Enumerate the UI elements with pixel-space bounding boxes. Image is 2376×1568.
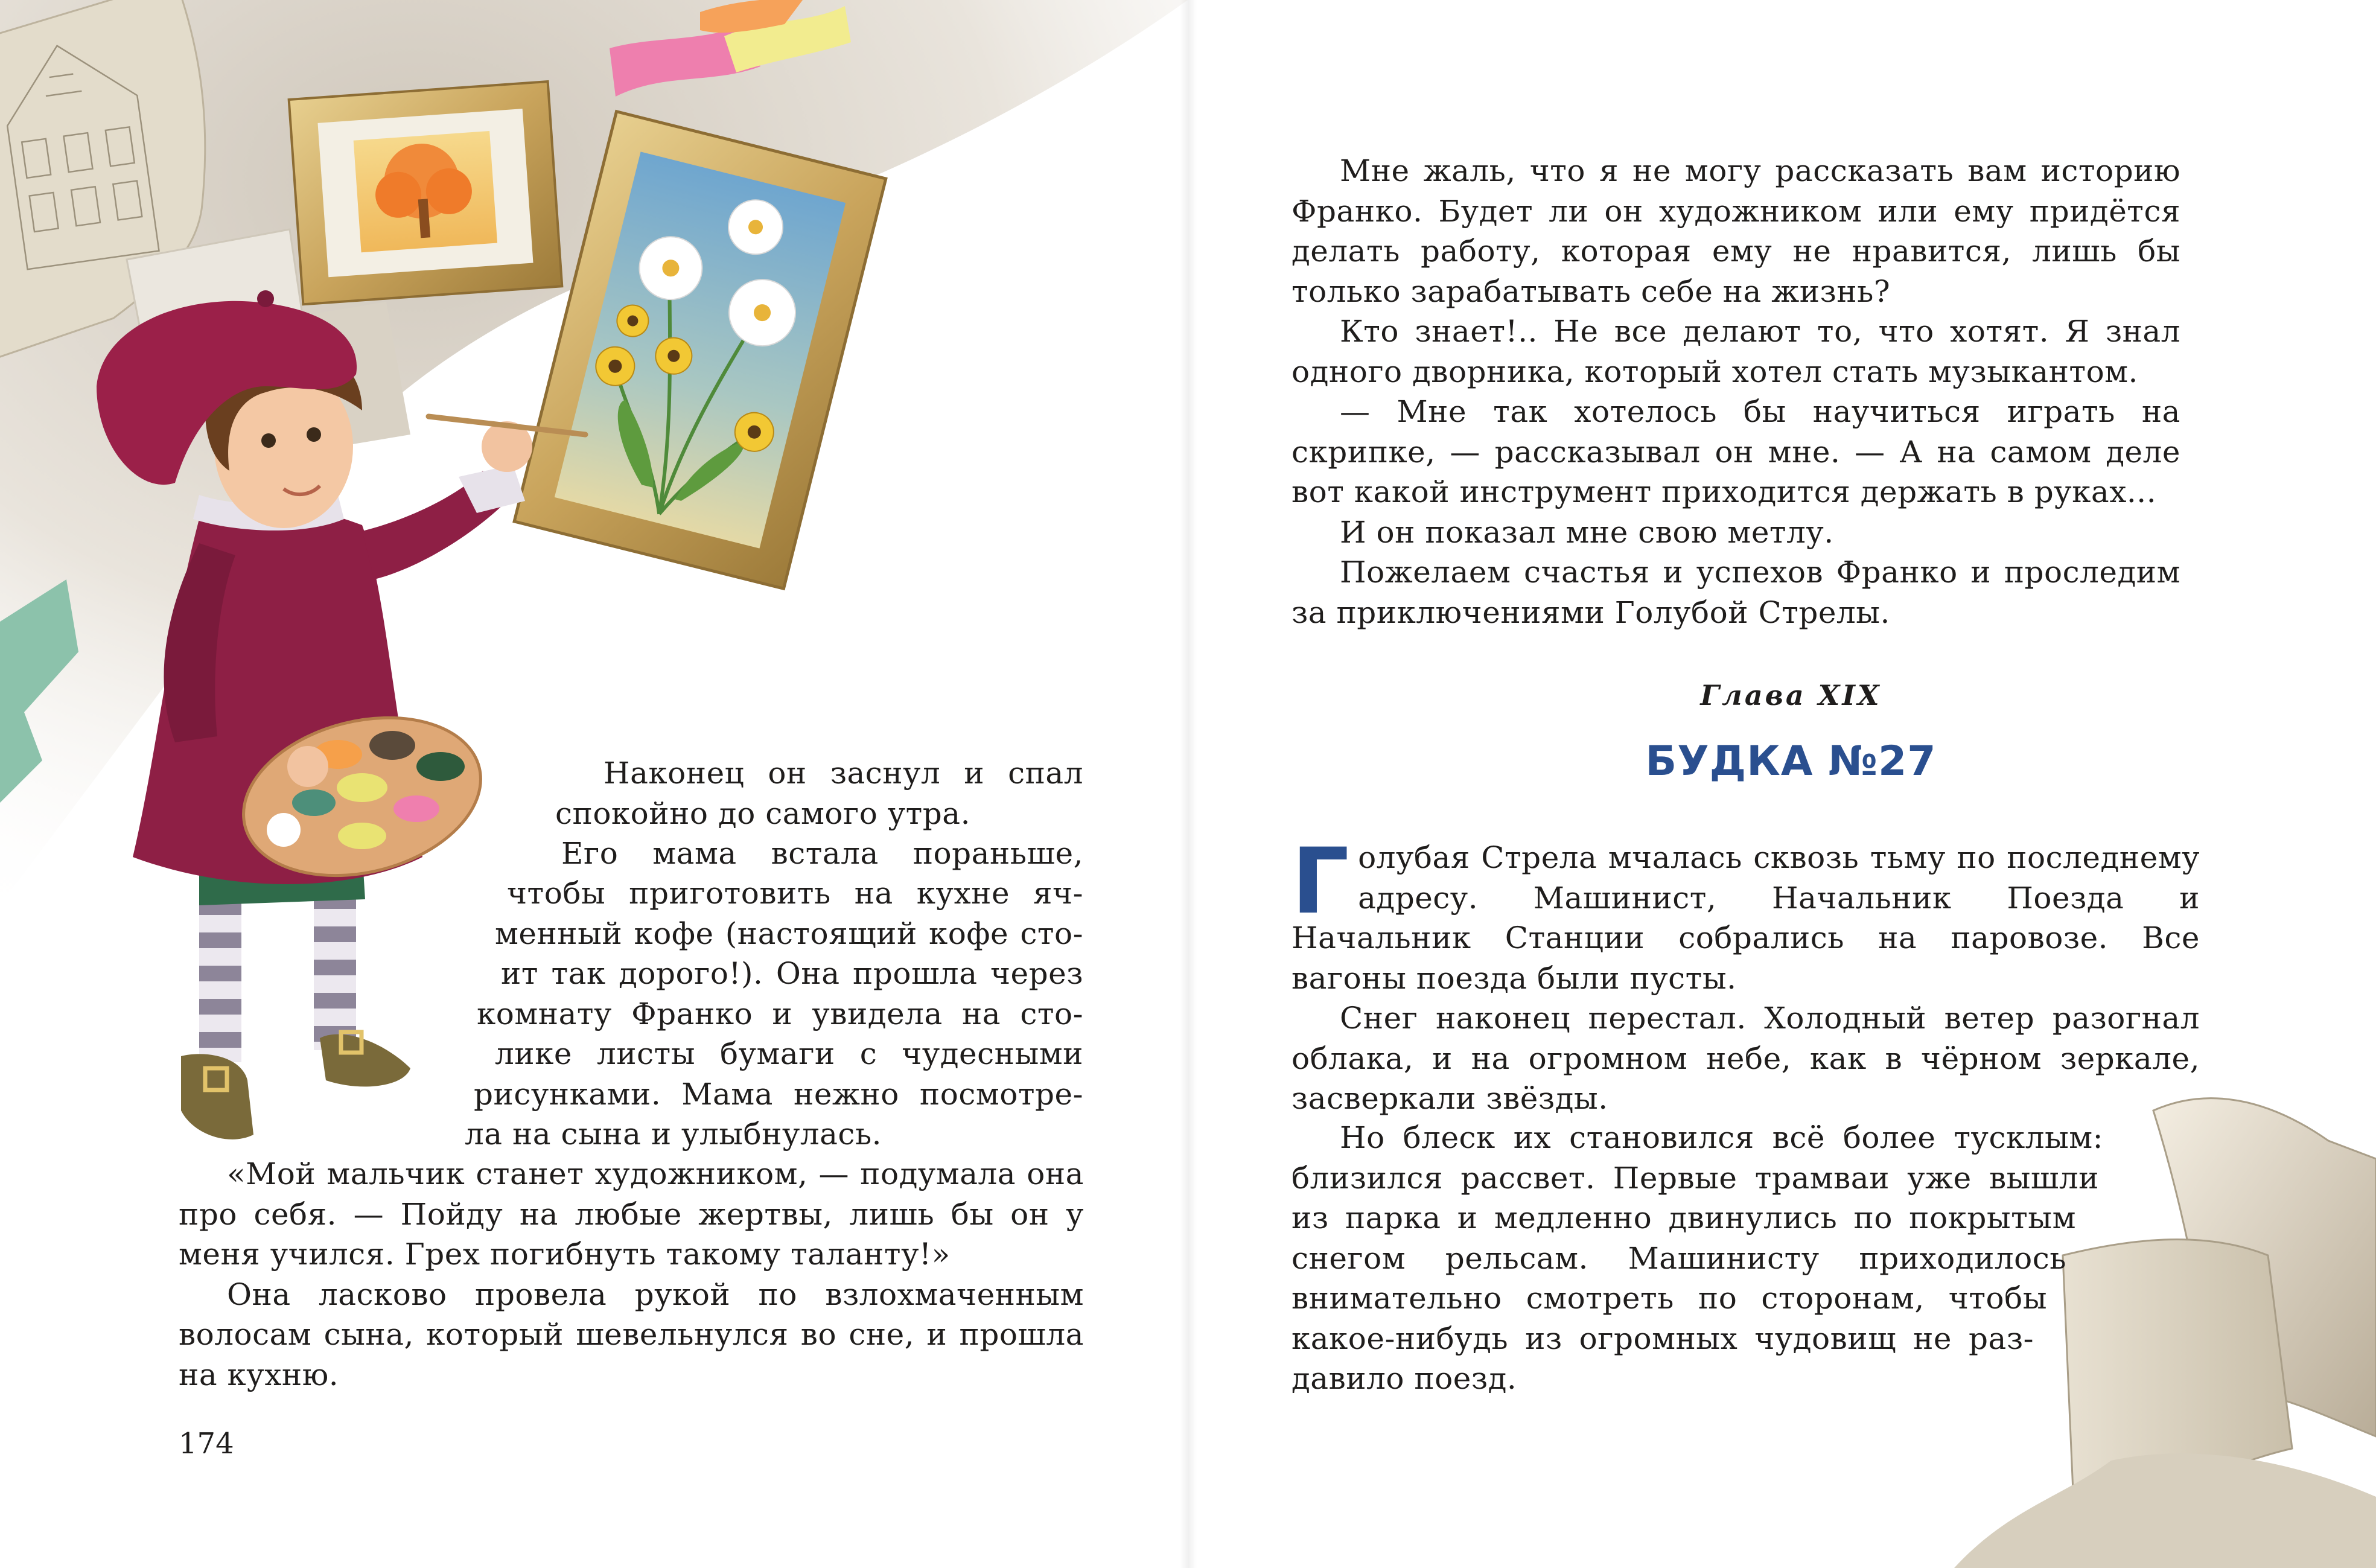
chapter-text [1292,829,2200,1119]
text-line: спокойно до самого утра. [555,795,971,831]
drop-cap: Г [1292,829,1350,934]
text-line: лике листы бумаги с чудесными [495,1036,1083,1071]
right-top-text [1292,151,2180,633]
framed-tree-painting [289,81,562,304]
shoe-right [320,1034,410,1087]
paragraph: Пожелаем счастья и успехов Франко и проследим за приключениями Голубой Стрелы. [1292,555,2180,630]
hand-holding-palette [287,746,328,787]
chapter-title: БУДКА №27 [1645,738,1937,785]
text-line: комнату Франко и увидела на сто- [477,996,1083,1031]
paragraph: Она ласково провела рукой по взлохмаченным волосам сына, который шевельнулся во сне, и прошла на кухню. [179,1276,1084,1392]
paragraph-text: олубая Стрела мчалась сквозь тьму по последнему адресу. Машинист, Начальник Поезда и Начальник Станции собрались на паровозе. Все вагоны поезда были пусты. [1292,840,2200,996]
left-wrap-text [561,833,1083,874]
text-line: ит так дорого!). Она прошла через [501,956,1083,991]
text-line: из парка и медленно двинулись по покрытым [1292,1200,2076,1235]
text-line: снегом рельсам. Машинисту приходилось [1292,1240,2066,1276]
paragraph: Снег наконец перестал. Холодный ветер разогнал облака, и на огромном небе, как в чёрном зеркале, засверкали звёзды. [1292,1001,2200,1116]
beret-knob [257,290,274,307]
text-line: внимательно смотреть по сторонам, чтобы [1292,1281,2047,1316]
eye [261,433,276,448]
text-line: Но блеск их становился всё более тусклым: [1340,1120,2103,1155]
text-line: менный кофе (настоящий кофе сто- [495,916,1083,951]
text-line: близился рассвет. Первые трамваи уже вышли [1292,1160,2099,1196]
chapter-label: Глава XIX [1700,679,1882,712]
right-wrap-text [1292,1118,2103,1399]
paragraph: — Мне так хотелось бы научиться играть на скрипке, — рассказывал он мне. — А на самом деле вот какой инструмент приходится держать в руках... [1292,394,2180,509]
page-number: 174 [179,1427,234,1461]
text-line: чтобы приготовить на кухне яч- [507,876,1083,911]
left-wrap-text [465,873,1083,1155]
text-line: какое-нибудь из огромных чудовищ не раз- [1292,1321,2034,1356]
left-wrap-text [555,753,1083,833]
text-line: давило поезд. [1292,1361,1517,1396]
paragraph-with-drop-cap [1292,829,2200,998]
paragraph: «Мой мальчик станет художником, — подумала она про себя. — Пойду на любые жертвы, лишь бы он у меня учился. Грех погибнуть такому таланту!» [179,1156,1084,1272]
text-line: ла на сына и улыбнулась. [465,1117,882,1152]
text-line: Наконец он заснул и спал [604,756,1083,791]
paragraph: Мне жаль, что я не могу рассказать вам историю Франко. Будет ли он художником или ему придётся делать работу, которая ему не нравится, лишь бы только зарабатывать себе на жизнь? [1292,153,2180,309]
left-full-text [179,1154,1084,1395]
eye [307,427,321,442]
text-line: Его мама встала пораньше, [561,836,1083,871]
text-line: рисунками. Мама нежно посмотре- [474,1076,1083,1112]
paragraph: И он показал мне свою метлу. [1340,514,1834,550]
paper-sheet [1954,1453,2376,1568]
paragraph: Кто знает!.. Не все делают то, что хотят. Я знал одного дворника, который хотел стать музыкантом. [1292,314,2180,389]
